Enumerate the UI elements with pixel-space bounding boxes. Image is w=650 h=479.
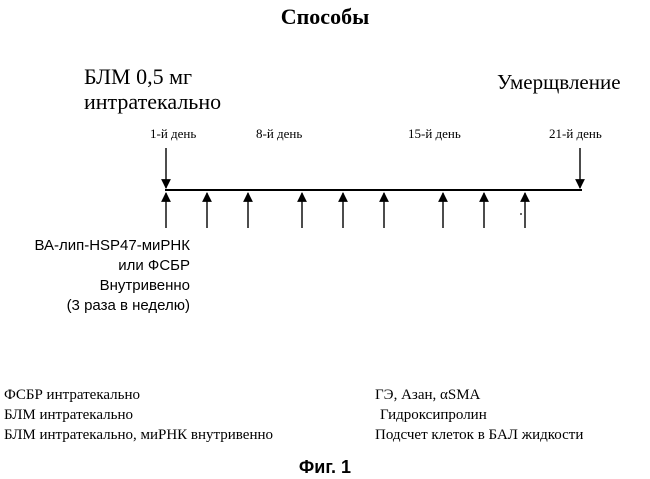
day-8-label: 8-й день [256,126,303,141]
treatment-alt-label: или ФСБР [118,257,190,274]
speck-dot [520,213,522,215]
group-item: БЛМ интратекально, миРНК внутривенно [4,427,274,443]
treatment-freq-label: (3 раза в неделю) [66,297,190,314]
treatment-route-label: Внутривенно [99,277,190,294]
assay-item: Гидроксипролин [380,407,487,423]
diagram-title: Способы [280,4,370,29]
euthanasia-label: Умерщвление [497,70,621,94]
blm-dose-label: БЛМ 0,5 мг [84,64,193,89]
group-item: ФСБР интратекально [4,387,141,403]
blm-route-label: интратекально [84,89,222,114]
day-21-label: 21-й день [549,126,602,141]
group-item: БЛМ интратекально [4,407,133,423]
day-15-label: 15-й день [408,126,461,141]
day-1-label: 1-й день [150,126,197,141]
assay-item: ГЭ, Азан, αSMA [375,387,481,403]
treatment-drug-label: ВА-лип-HSP47-миРНК [34,237,190,254]
figure-caption: Фиг. 1 [298,457,352,477]
assay-item: Подсчет клеток в БАЛ жидкости [375,427,584,443]
